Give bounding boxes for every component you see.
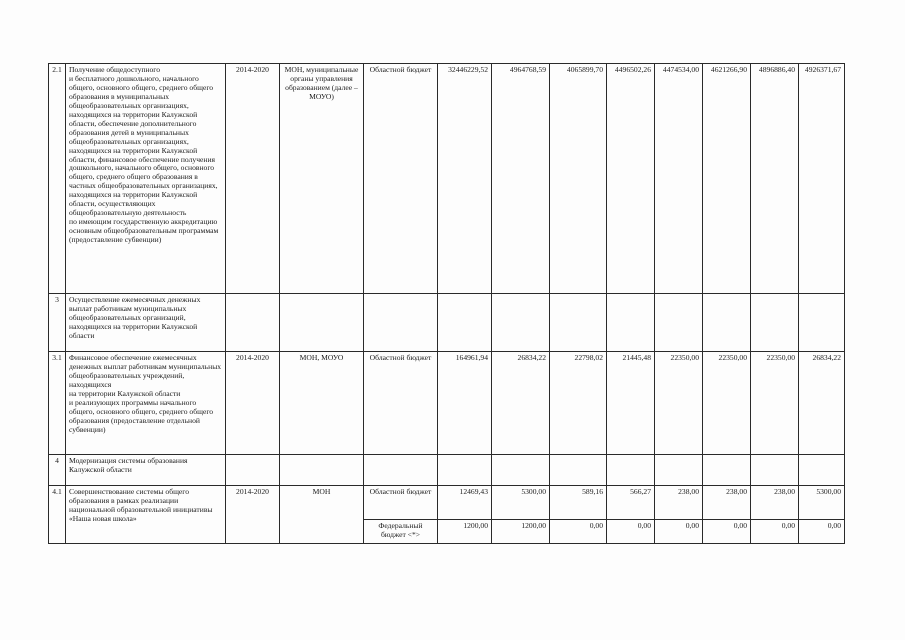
row-source: Областной бюджет [364, 352, 438, 455]
row-period: 2014-2020 [226, 352, 280, 455]
value-cell: 0,00 [751, 520, 799, 544]
row-number: 4.1 [49, 486, 66, 544]
row-period: 2014-2020 [226, 486, 280, 544]
row-description: Осуществление ежемесячных денежных выплат работникам муниципальных общеобразовательных организаций, находящихся на территории Калужской области [66, 294, 226, 352]
row-source: Областной бюджет [364, 486, 438, 520]
row-source: Федеральный бюджет <*> [364, 520, 438, 544]
value-cell: 0,00 [703, 520, 751, 544]
row-description: Совершенствование системы общего образования в рамках реализации национальной образовательной инициативы «Наша новая школа» [66, 486, 226, 544]
value-cell: 238,00 [751, 486, 799, 520]
value-cell: 5300,00 [799, 486, 845, 520]
value-cell: 26834,22 [492, 352, 550, 455]
value-cell: 4474534,00 [655, 64, 703, 294]
row-number: 3 [49, 294, 66, 352]
row-description: Модернизация системы образования Калужской области [66, 455, 226, 486]
row-period: 2014-2020 [226, 64, 280, 294]
value-cell: 589,16 [550, 486, 607, 520]
row-number: 2.1 [49, 64, 66, 294]
value-cell: 4621266,90 [703, 64, 751, 294]
value-cell: 4896886,40 [751, 64, 799, 294]
program-table [48, 63, 845, 544]
row-description: Финансовое обеспечение ежемесячных денежных выплат работникам муниципальных общеобразовательных учреждений, находящихся на территории Калужской области и реализующих программы начального общего, основного общего, среднего общего образования (предоставление отдельной субвенции) [66, 352, 226, 455]
row-description: Получение общедоступного и бесплатного дошкольного, начального общего, основного общего, среднего общего образования в муниципальных общеобразовательных организациях, находящихся на территории Калужской области, обеспечение дополнительного образования детей в муниципальных общеобразовательных организациях, находящихся на территории Калужской области, финансовое обеспечение получения дошкольного, начального общего, основного общего, среднего общего образования в частных общеобразовательных организациях, находящихся на территории Калужской области, осуществляющих общеобразовательную деятельность по имеющим государственную аккредитацию основным общеобразовательным программам (предоставление субвенции) [66, 64, 226, 294]
value-cell: 1200,00 [492, 520, 550, 544]
value-cell: 1200,00 [438, 520, 492, 544]
row-executor: МОН, муниципальные органы управления образованием (далее – МОУО) [280, 64, 364, 294]
row-number: 3.1 [49, 352, 66, 455]
value-cell: 21445,48 [607, 352, 655, 455]
row-source: Областной бюджет [364, 64, 438, 294]
value-cell: 22350,00 [703, 352, 751, 455]
row-executor: МОН [280, 486, 364, 544]
row-executor: МОН, МОУО [280, 352, 364, 455]
value-cell: 26834,22 [799, 352, 845, 455]
table-row [49, 352, 845, 455]
value-cell: 566,27 [607, 486, 655, 520]
table-row [49, 486, 845, 520]
table-row [49, 294, 845, 352]
table-row [49, 64, 845, 294]
row-number: 4 [49, 455, 66, 486]
value-cell: 22798,02 [550, 352, 607, 455]
value-cell: 22350,00 [655, 352, 703, 455]
value-cell: 4926371,67 [799, 64, 845, 294]
value-cell: 22350,00 [751, 352, 799, 455]
value-cell: 0,00 [607, 520, 655, 544]
value-cell: 4065899,70 [550, 64, 607, 294]
value-cell: 0,00 [799, 520, 845, 544]
value-cell: 0,00 [655, 520, 703, 544]
value-cell: 238,00 [655, 486, 703, 520]
value-cell: 238,00 [703, 486, 751, 520]
value-cell: 4496502,26 [607, 64, 655, 294]
table-row [49, 455, 845, 486]
value-cell: 4964768,59 [492, 64, 550, 294]
value-cell: 32446229,52 [438, 64, 492, 294]
value-cell: 164961,94 [438, 352, 492, 455]
value-cell: 0,00 [550, 520, 607, 544]
value-cell: 5300,00 [492, 486, 550, 520]
value-cell: 12469,43 [438, 486, 492, 520]
